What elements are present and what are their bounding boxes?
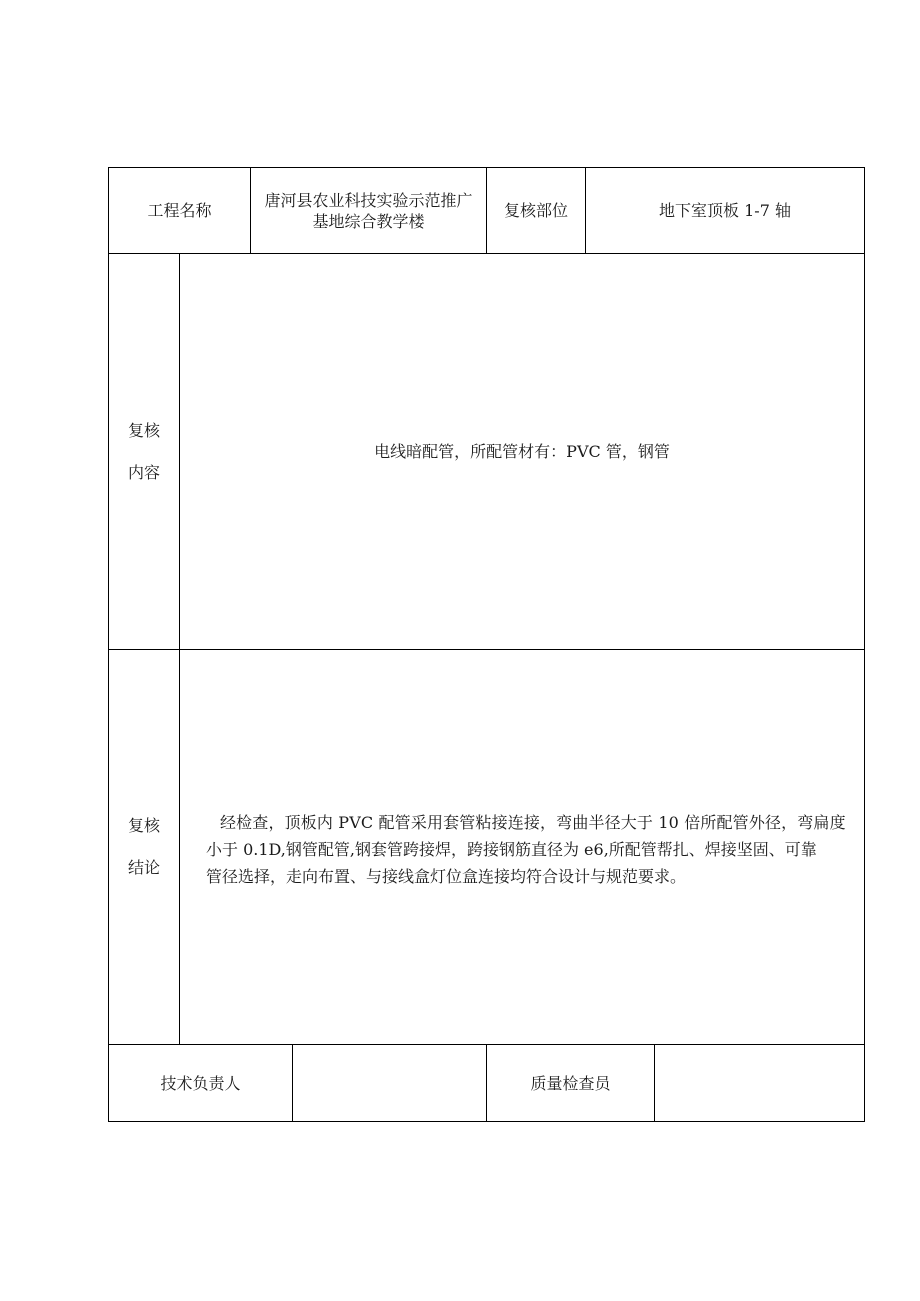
review-conclusion-label xyxy=(109,650,179,1044)
project-name-line-1: 唐河县农业科技实验示范推广 xyxy=(264,190,473,210)
review-content-label xyxy=(109,254,179,649)
review-content-label-line-1: 复核 xyxy=(127,420,160,440)
review-location-label-text: 复核部位 xyxy=(503,201,568,220)
row-divider-content xyxy=(108,649,865,650)
review-location-value-text: 地下室顶板 1-7 轴 xyxy=(659,201,791,220)
review-conclusion-label-line-2: 结论 xyxy=(127,858,160,877)
quality-inspector-label xyxy=(487,1045,654,1121)
review-conclusion-label-line-1: 复核 xyxy=(127,816,160,835)
project-name-line-2: 基地综合教学楼 xyxy=(312,211,425,231)
quality-inspector-label-text: 质量检查员 xyxy=(530,1073,611,1093)
review-content-text: 电线暗配管，所配管材有：PVC 管，钢管 xyxy=(374,442,670,461)
review-conclusion-line-1: 经检查，顶板内 PVC 配管采用套管粘接连接，弯曲半径大于 10 倍所配管外径，弯扁度 xyxy=(220,813,846,832)
review-conclusion-text xyxy=(206,809,864,890)
review-record-table xyxy=(108,167,865,1122)
review-location-label xyxy=(487,168,585,253)
review-content-label-line-2: 内容 xyxy=(127,462,160,482)
review-location-value xyxy=(586,168,864,253)
table-border-right xyxy=(864,167,865,1122)
project-name-label xyxy=(109,168,250,253)
technical-lead-label-text: 技术负责人 xyxy=(160,1073,241,1093)
technical-lead-label xyxy=(109,1045,292,1121)
quality-inspector-signature[interactable] xyxy=(655,1045,864,1121)
review-conclusion-line-3: 管径选择，走向布置、与接线盒灯位盒连接均符合设计与规范要求。 xyxy=(206,867,687,886)
project-name-value xyxy=(251,168,486,253)
review-content-value xyxy=(180,254,864,649)
project-name-label-text: 工程名称 xyxy=(147,201,212,220)
review-conclusion-line-2: 小于 0.1D,钢管配管,钢套管跨接焊，跨接钢筋直径为 e6,所配管帮扎、焊接坚固、可靠 xyxy=(206,840,817,859)
technical-lead-signature[interactable] xyxy=(293,1045,486,1121)
